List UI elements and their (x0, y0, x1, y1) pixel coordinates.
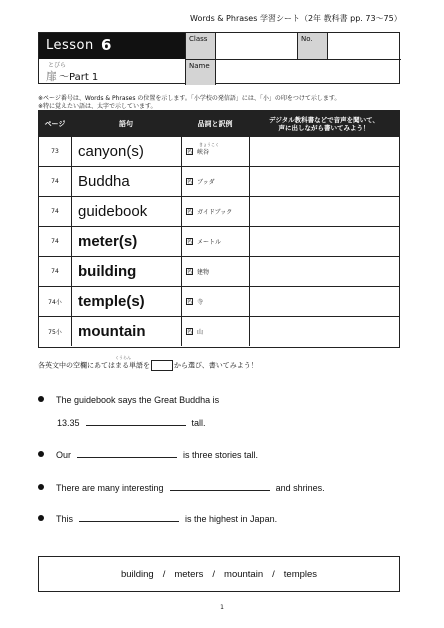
row-pos (181, 227, 249, 256)
word-box-marker (151, 360, 173, 371)
document-title: Words & Phrases 学習シート（2年 教科書 pp. 73～75） (190, 14, 402, 23)
question-1: The guidebook says the Great Buddha is (38, 395, 219, 405)
class-label: Class (186, 33, 216, 59)
row-pos (181, 257, 249, 286)
row-page: 73 (51, 148, 59, 155)
note-bold-words: ※特に覚えたい語は、太字で示しています。 (38, 103, 157, 110)
word-bank-mountain: mountain (224, 568, 264, 580)
bullet-icon (38, 451, 44, 457)
lesson-word: Lesson (46, 38, 94, 53)
row-word: building (71, 257, 181, 286)
row-writing-space[interactable] (249, 227, 399, 256)
table-row (39, 286, 399, 316)
page-number: 1 (220, 604, 224, 611)
row-pos (181, 287, 249, 316)
row-word: mountain (71, 317, 181, 346)
row-writing-space[interactable] (249, 317, 399, 346)
row-meaning: 寺 (197, 299, 204, 306)
word-bank-meters: meters (174, 568, 204, 580)
question-3: There are many interesting and shrines. (38, 483, 325, 493)
row-word: meter(s) (71, 227, 181, 256)
ruby-tobira: とびら (48, 62, 67, 69)
row-ruby: きょうこく (199, 142, 219, 147)
table-header (39, 111, 399, 136)
lesson-number: 6 (101, 36, 112, 54)
word-bank-building: building (120, 568, 154, 580)
row-page: 74 (51, 208, 59, 215)
class-field[interactable] (185, 33, 297, 59)
table-row (39, 136, 399, 166)
table-row (39, 226, 399, 256)
row-page: 74 (51, 238, 59, 245)
answer-blank-3[interactable] (170, 489, 270, 491)
number-label: No. (298, 33, 328, 59)
header-digital: デジタル教科書などで音声を聞いて、 声に出しながら書いてみよう！ (269, 115, 379, 132)
row-pos (181, 317, 249, 346)
row-writing-space[interactable] (249, 197, 399, 226)
row-writing-space[interactable] (249, 137, 399, 166)
ruby-kuuran: くうらん (115, 355, 131, 360)
note-page-numbers: ※ページ番号は、Words & Phrases の位置を示します。「小学校の発信語」には、「小」の印をつけて示します。 (38, 95, 341, 102)
noun-badge-icon: 名 (187, 179, 193, 185)
table-row (39, 256, 399, 286)
row-meaning: 建物 (197, 269, 210, 276)
noun-badge-icon: 名 (187, 299, 193, 305)
row-meaning: ガイドブック (197, 209, 233, 216)
row-meaning: 峡谷 (197, 149, 210, 156)
answer-blank-4[interactable] (79, 520, 179, 522)
row-word: temple(s) (71, 287, 181, 316)
row-writing-space[interactable] (249, 167, 399, 196)
row-word: Buddha (71, 167, 181, 196)
header-page: ページ (44, 119, 66, 128)
name-field[interactable] (185, 59, 401, 85)
number-field[interactable] (297, 33, 401, 59)
answer-blank-2[interactable] (77, 456, 177, 458)
vocabulary-table (38, 110, 400, 348)
kanji-tobira: 扉 (46, 70, 57, 83)
table-row (39, 196, 399, 226)
bullet-icon (38, 515, 44, 521)
word-bank-separator: / (212, 568, 216, 580)
word-bank-separator: / (272, 568, 275, 580)
question-2: Our is three stories tall. (38, 450, 258, 460)
answer-blank-1[interactable] (86, 424, 186, 426)
table-row (39, 166, 399, 196)
lesson-banner (39, 33, 185, 59)
row-writing-space[interactable] (249, 287, 399, 316)
noun-badge-icon: 名 (187, 239, 193, 245)
exercise-instruction: 各英文中の空欄にあてはまる単語を から選び、書いてみよう！ (38, 361, 258, 370)
bullet-icon (38, 396, 44, 402)
word-bank-temples: temples (283, 568, 318, 580)
bullet-icon (38, 484, 44, 490)
part-title: ～Part 1 (59, 72, 99, 83)
noun-badge-icon: 名 (187, 329, 193, 335)
noun-badge-icon: 名 (187, 269, 193, 275)
row-page: 74小 (48, 299, 62, 306)
row-writing-space[interactable] (249, 257, 399, 286)
noun-badge-icon: 名 (187, 149, 193, 155)
row-page: 75小 (48, 329, 62, 336)
row-meaning: メートル (197, 239, 222, 246)
question-1-line-2: 13.35 tall. (57, 418, 206, 428)
row-page: 74 (51, 268, 59, 275)
question-4: This is the highest in Japan. (38, 514, 277, 524)
table-row (39, 316, 399, 346)
word-bank (38, 556, 400, 592)
row-page: 74 (51, 178, 59, 185)
row-word: canyon(s) (71, 137, 181, 166)
row-pos (181, 197, 249, 226)
word-bank-separator: / (162, 568, 166, 580)
header-word: 語句 (119, 119, 133, 128)
row-meaning: ブッダ (197, 179, 215, 186)
name-label: Name (186, 60, 216, 85)
row-pos (181, 167, 249, 196)
row-meaning: 山 (197, 329, 204, 336)
noun-badge-icon: 名 (187, 209, 193, 215)
row-word: guidebook (71, 197, 181, 226)
header-pos: 品詞と訳例 (197, 119, 233, 128)
lesson-header-box (38, 32, 400, 84)
